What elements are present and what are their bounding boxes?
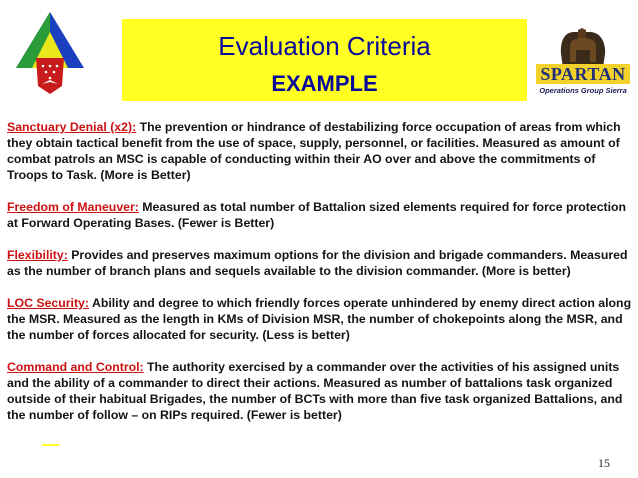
criterion-term: Freedom of Maneuver: — [7, 200, 139, 214]
criteria-list — [7, 119, 635, 439]
page-title: Evaluation Criteria — [218, 31, 431, 61]
criterion-command-and-control — [7, 359, 635, 423]
criterion-term: Command and Control: — [7, 360, 144, 374]
criterion-flexibility — [7, 247, 635, 279]
criterion-term: Flexibility: — [7, 248, 68, 262]
criterion-description: The prevention or hindrance of destabilizing force occupation of areas from which they obtain tactical benefit from the use of space, supply, personnel, or facilities. Measured as amount of combat patrols an MSC is capable of conducting within their AO over and above the commitments of Troops to Task. (More is Better) — [7, 120, 621, 182]
criterion-description: Provides and preserves maximum options for the division and brigade commanders. Measured as the number of branch plans and sequels available to the division commander. (More is better) — [7, 248, 628, 278]
criterion-term: LOC Security: — [7, 296, 89, 310]
criterion-description: The authority exercised by a commander over the activities of his assigned units and the ability of a commander to direct their actions. Measured as number of battalions task organized outside of their habitual Brigades, the number of BCTs with more than five task organized Battalions, and the number of follow – on RIPs required. (Fewer is better) — [7, 360, 623, 422]
page-subtitle: EXAMPLE — [271, 71, 378, 96]
decorative-dash — [42, 444, 59, 446]
criterion-sanctuary-denial — [7, 119, 635, 183]
criterion-freedom-of-maneuver — [7, 199, 635, 231]
unit-insignia-logo — [14, 10, 86, 100]
spartan-logo-text: SPARTAN — [540, 64, 626, 84]
page-number: 15 — [598, 456, 610, 470]
criterion-description: Measured as total number of Battalion sized elements required for force protection at Forward Operating Bases. (Fewer is Better) — [7, 200, 627, 230]
criterion-description: Ability and degree to which friendly forces operate unhindered by enemy direct action along the MSR. Measured as the length in KMs of Division MSR, the number of chokepoints along the MSR, and the number of forces allocated for security. (Less is better) — [7, 296, 632, 342]
criterion-term: Sanctuary Denial (x2): — [7, 120, 137, 134]
logo-caption: Operations Group Sierra — [539, 86, 627, 95]
criterion-loc-security — [7, 295, 635, 343]
title-banner — [122, 19, 527, 101]
